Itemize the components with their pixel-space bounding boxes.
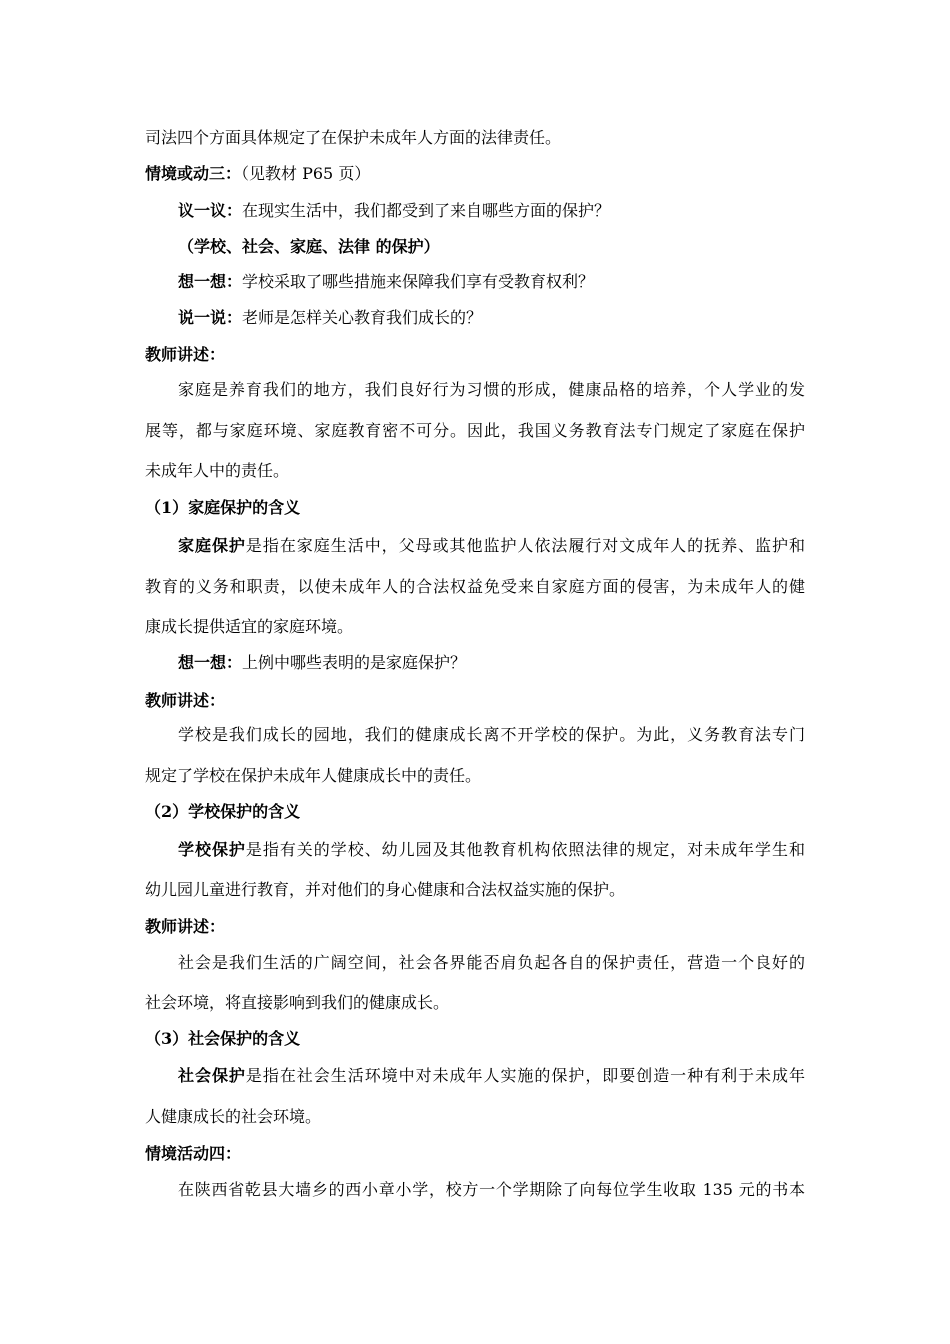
subsection-heading: （3）社会保护的含义: [145, 1029, 301, 1048]
definition-line: [178, 535, 805, 557]
paragraph-line: 司法四个方面具体规定了在保护未成年人方面的法律责任。: [145, 128, 562, 147]
prompt-discuss: [178, 200, 610, 222]
paragraph-line: 社会环境，将直接影响到我们的健康成长。: [145, 993, 450, 1012]
teacher-heading: 教师讲述：: [145, 691, 226, 710]
paragraph-line: 未成年人中的责任。: [145, 461, 290, 480]
section-heading: [145, 163, 370, 185]
term: 家庭保护: [178, 536, 246, 555]
prompt-text: 学校采取了哪些措施来保障我们享有受教育权利？: [242, 272, 595, 291]
prompt-label: 议一议：: [178, 201, 243, 220]
subsection-heading: （1）家庭保护的含义: [145, 498, 301, 517]
definition-text: 是指在家庭生活中，父母或其他监护人依法履行对文成年人的抚养、监护和: [245, 536, 805, 555]
prompt-think: [178, 271, 594, 293]
term: 学校保护: [178, 840, 246, 859]
prompt-text: 上例中哪些表明的是家庭保护？: [242, 653, 467, 672]
definition-line: [178, 1065, 805, 1087]
heading-label: 情境或动三：: [145, 164, 242, 183]
prompt-think: [178, 652, 466, 674]
section-heading: 情境活动四：: [145, 1144, 242, 1163]
heading-text: （见教材 P65 页）: [241, 164, 371, 183]
paragraph-line: 规定了学校在保护未成年人健康成长中的责任。: [145, 766, 482, 785]
paragraph-line: 康成长提供适宜的家庭环境。: [145, 617, 354, 636]
teacher-heading: 教师讲述：: [145, 345, 226, 364]
prompt-say: [178, 307, 482, 329]
teacher-heading: 教师讲述：: [145, 917, 226, 936]
prompt-text: 在现实生活中，我们都受到了来自哪些方面的保护？: [242, 201, 611, 220]
paragraph-line: 教育的义务和职责，以使未成年人的合法权益免受来自家庭方面的侵害，为未成年人的健: [145, 577, 805, 596]
prompt-label: 说一说：: [178, 308, 243, 327]
paragraph-line: 展等，都与家庭环境、家庭教育密不可分。因此，我国义务教育法专门规定了家庭在保护: [145, 421, 805, 440]
prompt-label: 想一想：: [178, 653, 243, 672]
answer-line: （学校、社会、家庭、法律 的保护）: [178, 237, 440, 256]
paragraph-line: 在陕西省乾县大墙乡的西小章小学，校方一个学期除了向每位学生收取 135 元的书本: [178, 1180, 805, 1199]
subsection-heading: （2）学校保护的含义: [145, 802, 301, 821]
prompt-text: 老师是怎样关心教育我们成长的？: [242, 308, 483, 327]
paragraph-line: 幼儿园儿童进行教育，并对他们的身心健康和合法权益实施的保护。: [145, 880, 626, 899]
paragraph-line: 社会是我们生活的广阔空间，社会各界能否肩负起各自的保护责任，营造一个良好的: [178, 953, 805, 972]
paragraph-line: 家庭是养育我们的地方，我们良好行为习惯的形成，健康品格的培养，个人学业的发: [178, 380, 805, 399]
term: 社会保护: [178, 1066, 246, 1085]
paragraph-line: 人健康成长的社会环境。: [145, 1107, 322, 1126]
definition-line: [178, 839, 805, 861]
prompt-label: 想一想：: [178, 272, 243, 291]
definition-text: 是指有关的学校、幼儿园及其他教育机构依照法律的规定，对未成年学生和: [245, 840, 805, 859]
paragraph-line: 学校是我们成长的园地，我们的健康成长离不开学校的保护。为此，义务教育法专门: [178, 725, 805, 744]
definition-text: 是指在社会生活环境中对未成年人实施的保护，即要创造一种有利于未成年: [245, 1066, 805, 1085]
